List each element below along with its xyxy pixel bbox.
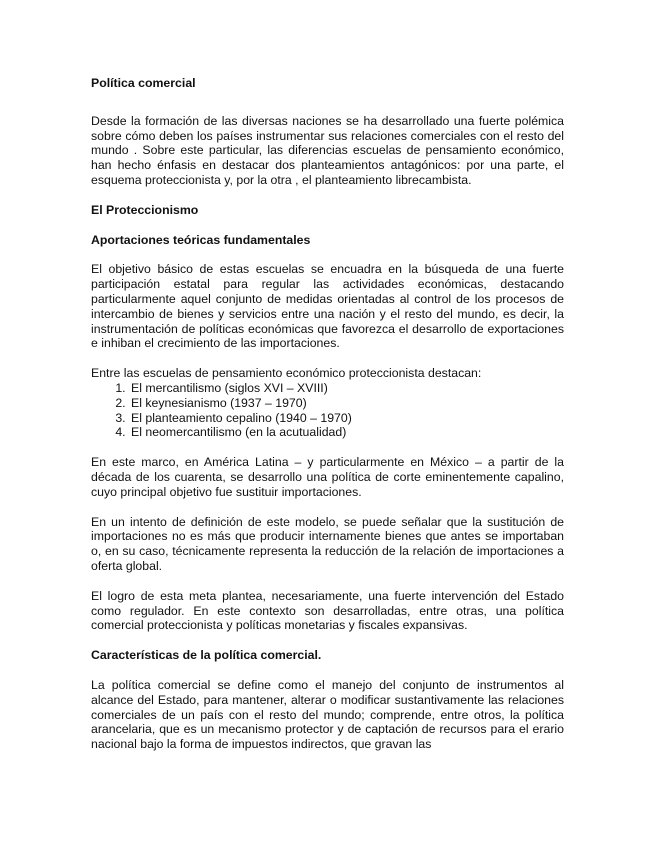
paragraph-definicion: En un intento de definición de este modelo, se puede señalar que la sustitución de importaciones no es más que producir internamente bienes que antes se importaban o, en su caso, técnicamente representa la reducción de la relación de importaciones a oferta global.: [91, 514, 564, 573]
list-item: 1. El mercantilismo (siglos XVI – XVIII): [129, 381, 564, 396]
spacer: [91, 440, 564, 455]
spacer: [91, 500, 564, 515]
paragraph-objetivo: El objetivo básico de estas escuelas se encuadra en la búsqueda de una fuerte participación estatal para regular las actividades económicas, destacando particularmente aquel conjunto de medidas orientadas al control de los procesos de intercambio de bienes y servicios entre una nación y el resto del mundo, es decir, la instrumentación de políticas económicas que favorezca el desarrollo de exportaciones e inhiban el crecimiento de las importaciones.: [91, 262, 564, 351]
list-intro: Entre las escuelas de pensamiento económico proteccionista destacan:: [91, 366, 482, 381]
list-item: 2. El keynesianismo (1937 – 1970): [129, 396, 564, 411]
schools-list: [91, 381, 564, 440]
spacer: [91, 218, 564, 233]
intro-paragraph: Desde la formación de las diversas naciones se ha desarrollado una fuerte polémica sobre cómo deben los países instrumentar sus relaciones comerciales con el resto del mundo . Sobre este particular, las diferencias escuelas de pensamiento económico, han hecho énfasis en destacar dos planteamientos antagónicos: por una parte, el esquema proteccionista y, por la otra , el planteamiento librecambista.: [91, 113, 564, 187]
section-heading-aportaciones: Aportaciones teóricas fundamentales: [91, 232, 311, 247]
section-heading-caracteristicas: Características de la política comercial.: [91, 648, 322, 663]
spacer: [91, 633, 564, 648]
list-item: 4. El neomercantilismo (en la acutualidad): [129, 425, 564, 440]
list-item: 3. El planteamiento cepalino (1940 – 1970): [129, 411, 564, 426]
paragraph-logro: El logro de esta meta plantea, necesariamente, una fuerte intervención del Estado como regulador. En este contexto son desarrolladas, entre otras, una política comercial proteccionista y políticas monetarias y fiscales expansivas.: [91, 588, 564, 633]
paragraph-america-latina: En este marco, en América Latina – y particularmente en México – a partir de la década de los cuarenta, se desarrollo una política de corte eminentemente capalino, cuyo principal objetivo fue sustituir importaciones.: [91, 455, 564, 499]
spacer: [91, 351, 564, 366]
document-page: [91, 76, 564, 752]
spacer: [91, 247, 564, 262]
document-title: Política comercial: [91, 76, 196, 90]
section-heading-proteccionismo: El Proteccionismo: [91, 202, 199, 217]
spacer: [91, 574, 564, 589]
spacer: [91, 663, 564, 678]
paragraph-politica-comercial: La política comercial se define como el manejo del conjunto de instrumentos al alcance del Estado, para mantener, alterar o modificar sustantivamente las relaciones comerciales de un país con el resto del mundo; comprende, entre otros, la política arancelaria, que es un mecanismo protector y de captación de recursos para el erario nacional bajo la forma de impuestos indirectos, que gravan las: [91, 677, 564, 752]
spacer: [91, 188, 564, 203]
spacer: [91, 91, 564, 114]
